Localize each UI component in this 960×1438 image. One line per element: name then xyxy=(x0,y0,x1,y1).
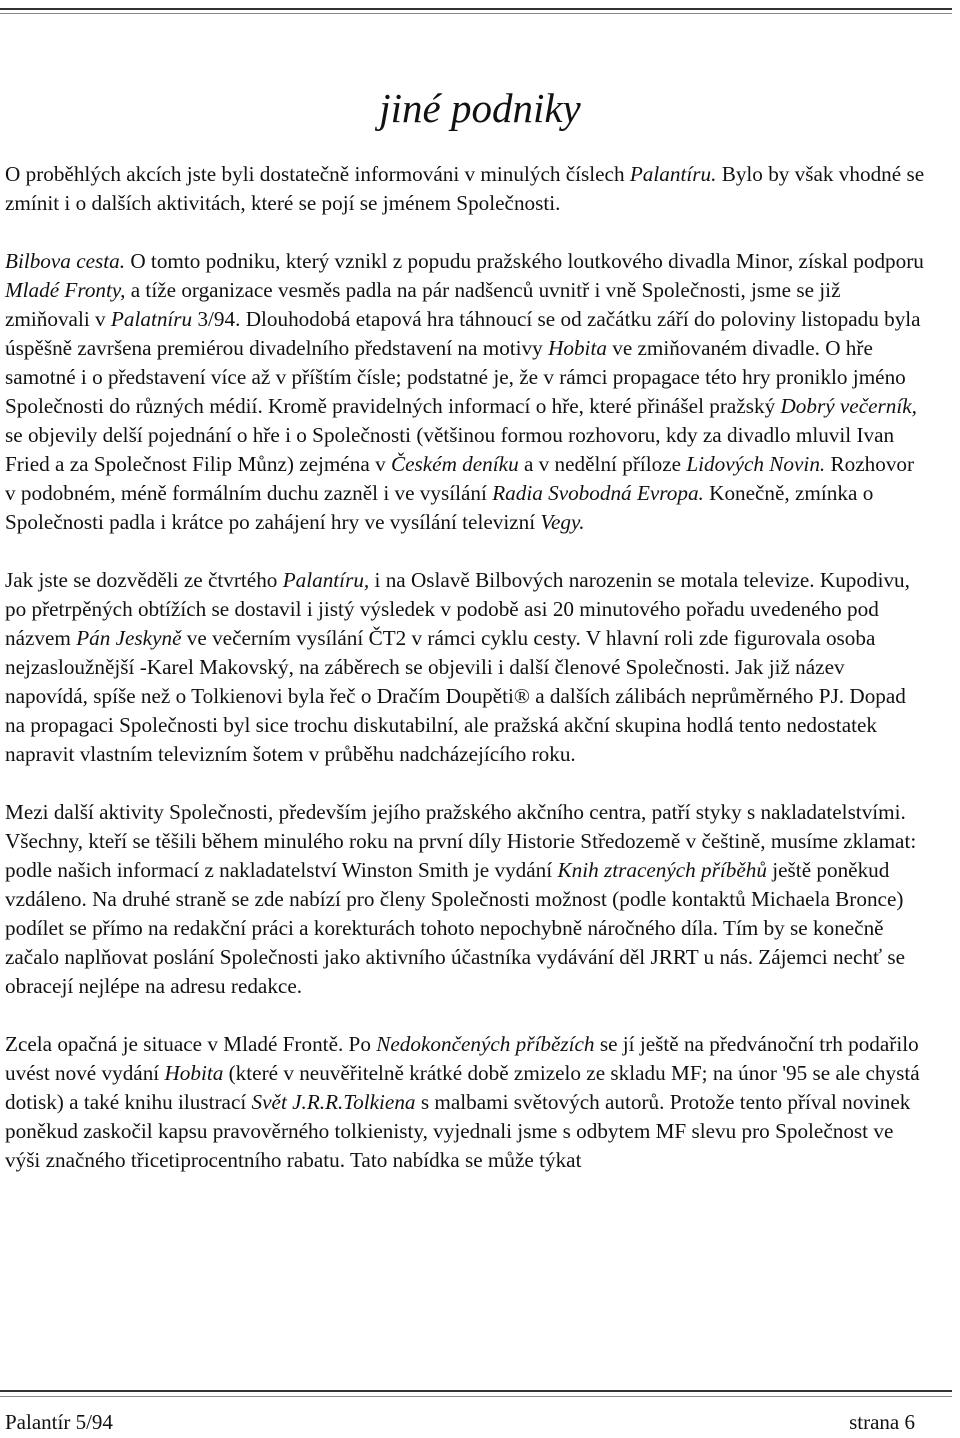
text-run: O tomto podniku, který vznikl z popudu pražského loutkového divadla Minor, získal podporu xyxy=(125,249,924,273)
paragraph xyxy=(5,1030,925,1175)
text-run: Mezi další aktivity Společnosti, především jejího pražského akčního centra, patří styky s nakladatelstvími. Všechny, kteří se těšili během minulého roku na první díly Historie Středozemě v češtině, musíme zklamat: podle našich informací z nakladatelství Winston Smith je vydání xyxy=(5,800,917,882)
italic-text: Hobita xyxy=(164,1061,224,1085)
text-run: Rozhovor v podobném, méně formálním duchu zazněl i ve vysílání xyxy=(5,452,915,505)
text-run: i na Oslavě Bilbových narozenin se motala televize. Kupodivu, po přetrpěných obtížích se dostavil i jistý výsledek v podobě asi 20 minutového pořadu uvedeného pod názvem xyxy=(5,568,910,650)
text-run: 3/94. Dlouhodobá etapová hra táhnoucí se od začátku září do poloviny listopadu byla úspěšně završena premiérou divadelního představení na motivy xyxy=(5,307,921,360)
text-run: ještě poněkud vzdáleno. Na druhé straně se zde nabízí pro členy Společnosti možnost (podle kontaktů Michaela Bronce) podílet se přímo na redakční práci a korekturách tohoto nepochybně náročného díla. Tím by se konečně začalo naplňovat poslání Společnosti jako aktivního účastníka vydávání děl JRRT u nás. Zájemci nechť se obracejí nejlépe na adresu redakce. xyxy=(5,858,905,998)
footer-rule xyxy=(0,1390,952,1392)
text-run: O proběhlých akcích jste byli dostatečně informováni v minulých číslech xyxy=(5,162,630,186)
italic-text: Vegy. xyxy=(540,510,585,534)
paragraph xyxy=(5,566,925,769)
paragraph xyxy=(5,247,925,537)
text-run: a v nedělní příloze xyxy=(518,452,687,476)
italic-text: Palatníru xyxy=(110,307,193,331)
text-run: Zcela opačná je situace v Mladé Frontě. Po xyxy=(5,1032,377,1056)
header-rule xyxy=(0,8,952,10)
text-run: se objevily delší pojednání o hře i o Společnosti (většinou formou rozhovoru, kdy za divadlo mluvil Ivan Fried a za Společnost Filip Můnz) zejména v xyxy=(5,423,895,476)
header-rule-thin xyxy=(0,13,952,14)
italic-text: Nedokončených příbězích xyxy=(376,1032,595,1056)
italic-text: Pán Jeskyně xyxy=(76,626,182,650)
text-run: ve zmiňovaném divadle. O hře samotné i o představení více až v příštím čísle; podstatné je, že v rámci propagace této hry proniklo jméno Společnosti do různých médií. Kromě pravidelných informací o hře, které přinášel pražský xyxy=(5,336,906,418)
italic-text: Radia Svobodná Evropa. xyxy=(492,481,704,505)
footer-issue: Palantír 5/94 xyxy=(5,1410,113,1434)
italic-text: Mladé Fronty, xyxy=(5,278,126,302)
italic-text: Svět J.R.R.Tolkiena xyxy=(251,1090,416,1114)
text-run: a tíže organizace vesměs padla na pár nadšenců uvnitř i vně Společnosti, jsme se již zmiňovali v xyxy=(5,278,841,331)
italic-text: Lidových Novin. xyxy=(686,452,826,476)
text-run: se jí ještě na předvánoční trh podařilo uvést nové vydání xyxy=(5,1032,919,1085)
text-run: ve večerním vysílání ČT2 v rámci cyklu cesty. V hlavní roli zde figurovala osoba nejzasloužnější -Karel Makovský, na záběrech se objevili i další členové Společnosti. Jak již název napovídá, spíše než o Tolkienovi byla řeč o Dračím Doupěti® a dalších zálibách neprůměrného PJ. Dopad na propagaci Společnosti byl sice trochu diskutabilní, ale pražská akční skupina hodlá tento nedostatek napravit vlastním televizním šotem v průběhu nadcházejícího roku. xyxy=(5,626,906,766)
text-run: Jak jste se dozvěděli ze čtvrtého xyxy=(5,568,283,592)
italic-text: Bilbova cesta. xyxy=(5,249,126,273)
page-title: jiné podniky xyxy=(379,85,581,131)
text-run: Bylo by však vhodné se zmínit i o dalších aktivitách, které se pojí se jménem Společnosti. xyxy=(5,162,925,215)
paragraph xyxy=(5,798,925,1001)
text-run: (které v neuvěřitelně krátké době zmizelo ze skladu MF; na únor '95 se ale chystá dotisk) a také knihu ilustrací xyxy=(5,1061,920,1114)
italic-text: Palantíru. xyxy=(629,162,717,186)
text-run: Konečně, zmínka o Společnosti padla i krátce po zahájení hry ve vysílání televizní xyxy=(5,481,874,534)
italic-text: Knih ztracených příběhů xyxy=(557,858,767,882)
footer-page-number: strana 6 xyxy=(849,1410,915,1434)
article-body xyxy=(5,160,925,1175)
paragraph xyxy=(5,160,925,218)
italic-text: Hobita xyxy=(548,336,607,360)
footer-rule-thin xyxy=(0,1396,952,1397)
italic-text: Dobrý večerník, xyxy=(780,394,917,418)
text-run: s malbami světových autorů. Protože tento příval novinek poněkud zaskočil kapsu pravověrného tolkienisty, vyjednali jsme s odbytem MF slevu pro Společnost ve výši značného třicetiprocentního rabatu. Tato nabídka se může týkat xyxy=(5,1090,911,1172)
italic-text: Palantíru, xyxy=(282,568,370,592)
italic-text: Českém deníku xyxy=(391,452,519,476)
